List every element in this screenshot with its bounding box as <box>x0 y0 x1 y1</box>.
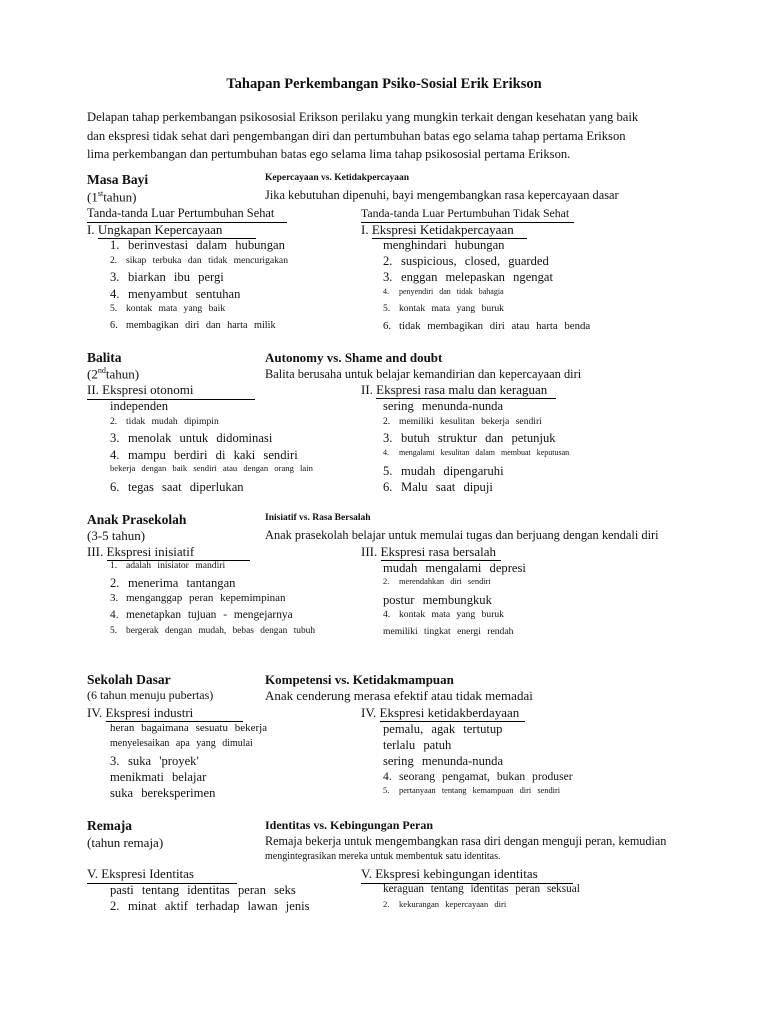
list-item: bekerja dengan baik sendiri atau dengan orang lain <box>110 463 313 473</box>
list-item: heran bagaimana sesuatu bekerja <box>110 722 268 734</box>
stage-age: (1sttahun) <box>87 189 137 205</box>
intro-paragraph <box>87 108 687 164</box>
list-item: 5. pertanyaan tentang kemampuan diri sendiri <box>383 786 561 795</box>
list-item: 2. suspicious, closed, guarded <box>383 254 549 268</box>
list-item: 6. membagikan diri dan harta milik <box>110 320 276 331</box>
list-item: postur membungkuk <box>383 593 492 607</box>
stage-age: (tahun remaja) <box>87 835 164 850</box>
list-item: 4. mampu berdiri di kaki sendiri <box>110 448 298 462</box>
stage-description: Balita berusaha untuk belajar kemandirian dan kepercayaan diri <box>265 367 582 381</box>
stage-name: Balita <box>87 350 122 365</box>
healthy-signs-header: Tanda-tanda Luar Pertumbuhan Sehat <box>87 206 287 223</box>
list-item: memiliki tingkat energi rendah <box>383 626 514 637</box>
list-item: 3. enggan melepaskan ngengat <box>383 270 553 284</box>
list-item: 4. penyendiri dan tidak bahagia <box>383 287 504 296</box>
list-item: 2. merendahkan diri sendiri <box>383 577 491 586</box>
list-item: 3. menolak untuk didominasi <box>110 431 273 445</box>
intro-line: dan ekspresi tidak sehat dari pengembangan diri dan pertumbuhan batas ego selama tahap pertama Erikson <box>87 128 626 143</box>
intro-line: Delapan tahap perkembangan psikososial Erikson perilaku yang mungkin terkait dengan kesehatan yang baik <box>87 110 639 124</box>
stage-conflict: Identitas vs. Kebingungan Peran <box>265 818 434 832</box>
list-item: 5. bergerak dengan mudah, bebas dengan tubuh <box>110 626 316 636</box>
stage-age: (3-5 tahun) <box>87 528 146 543</box>
left-column-header: I. Ungkapan Kepercayaan <box>87 222 256 240</box>
list-item: sering menunda-nunda <box>383 399 504 413</box>
stage-description: Jika kebutuhan dipenuhi, bayi mengembangkan rasa kepercayaan dasar <box>265 188 619 202</box>
list-item: 6. tidak membagikan diri atau harta benda <box>383 320 591 332</box>
list-item: 3. menganggap peran kepemimpinan <box>110 592 286 604</box>
right-column-header: II. Ekspresi rasa malu dan keraguan <box>361 382 556 400</box>
stage-description: Anak prasekolah belajar untuk memulai tugas dan berjuang dengan kendali diri <box>265 528 659 542</box>
list-item: menikmati belajar <box>110 770 207 784</box>
list-item: 4. seorang pengamat, bukan produser <box>383 770 573 783</box>
right-column-header: III. Ekspresi rasa bersalah <box>361 544 501 562</box>
stage-name: Remaja <box>87 818 132 833</box>
list-item: 3. biarkan ibu pergi <box>110 270 224 284</box>
list-item: 5. kontak mata yang baik <box>110 303 226 314</box>
left-column-header: III. Ekspresi inisiatif <box>87 544 250 562</box>
stage-conflict: Kepercayaan vs. Ketidakpercayaan <box>265 173 409 183</box>
list-item: menyelesaikan apa yang dimulai <box>110 738 253 749</box>
right-column-header: V. Ekspresi kebingungan identitas <box>361 866 573 884</box>
list-item: 6. tegas saat diperlukan <box>110 480 244 494</box>
stage-age: (6 tahun menuju pubertas) <box>87 688 214 702</box>
stage-age: (2ndtahun) <box>87 366 140 382</box>
list-item: 4. mengalami kesulitan dalam membuat keputusan <box>383 448 570 457</box>
list-item: independen <box>110 399 169 413</box>
stage-description: Anak cenderung merasa efektif atau tidak memadai <box>265 688 533 703</box>
list-item: 4. menyambut sentuhan <box>110 287 241 301</box>
list-item: 2. kekurangan kepercayaan diri <box>383 899 507 909</box>
right-column-header: I. Ekspresi Ketidakpercayaan <box>361 222 527 240</box>
right-column-header: IV. Ekspresi ketidakberdayaan <box>361 705 525 723</box>
list-item: terlalu patuh <box>383 738 452 752</box>
intro-line: lima perkembangan dan pertumbuhan batas ego selama lima tahap psikososial pertama Erikson. <box>87 147 571 161</box>
list-item: 4. menetapkan tujuan - mengejarnya <box>110 609 293 621</box>
list-item: 5. mudah dipengaruhi <box>383 464 504 478</box>
stage-name: Anak Prasekolah <box>87 512 187 527</box>
stage-name: Masa Bayi <box>87 172 149 187</box>
list-item: menghindari hubungan <box>383 238 505 252</box>
list-item: 6. Malu saat dipuji <box>383 480 493 494</box>
list-item: 5. kontak mata yang buruk <box>383 303 504 314</box>
stage-description: Remaja bekerja untuk mengembangkan rasa diri dengan menguji peran, kemudian <box>265 834 667 848</box>
list-item: 3. suka 'proyek' <box>110 754 199 768</box>
unhealthy-signs-header: Tanda-tanda Luar Pertumbuhan Tidak Sehat <box>361 206 574 223</box>
stage-name: Sekolah Dasar <box>87 672 171 687</box>
list-item: pemalu, agak tertutup <box>383 722 503 736</box>
list-item: 3. butuh struktur dan petunjuk <box>383 431 556 445</box>
list-item: pasti tentang identitas peran seks <box>110 883 296 897</box>
list-item: 4. kontak mata yang buruk <box>383 609 504 620</box>
stage-conflict: Autonomy vs. Shame and doubt <box>265 350 443 365</box>
list-item: 2. memiliki kesulitan bekerja sendiri <box>383 416 542 427</box>
list-item: sering menunda-nunda <box>383 754 504 768</box>
list-item: keraguan tentang identitas peran seksual <box>383 883 580 895</box>
list-item: 1. adalah inisiator mandiri <box>110 560 226 571</box>
list-item: suka bereksperimen <box>110 786 216 800</box>
page-title: Tahapan Perkembangan Psiko-Sosial Erik Erikson <box>226 76 542 92</box>
left-column-header: IV. Ekspresi industri <box>87 705 243 723</box>
stage-conflict: Inisiatif vs. Rasa Bersalah <box>265 513 371 523</box>
list-item: mudah mengalami depresi <box>383 561 526 575</box>
left-column-header: V. Ekspresi Identitas <box>87 866 237 884</box>
list-item: 2. menerima tantangan <box>110 576 236 590</box>
list-item: 2. tidak mudah dipimpin <box>110 416 219 427</box>
stage-description-cont: mengintegrasikan mereka untuk membentuk satu identitas. <box>265 851 501 862</box>
list-item: 1. berinvestasi dalam hubungan <box>110 238 285 252</box>
stage-conflict: Kompetensi vs. Ketidakmampuan <box>265 672 454 687</box>
list-item: 2. minat aktif terhadap lawan jenis <box>110 899 310 913</box>
left-column-header: II. Ekspresi otonomi <box>87 382 255 400</box>
list-item: 2. sikap terbuka dan tidak mencurigakan <box>110 255 288 266</box>
